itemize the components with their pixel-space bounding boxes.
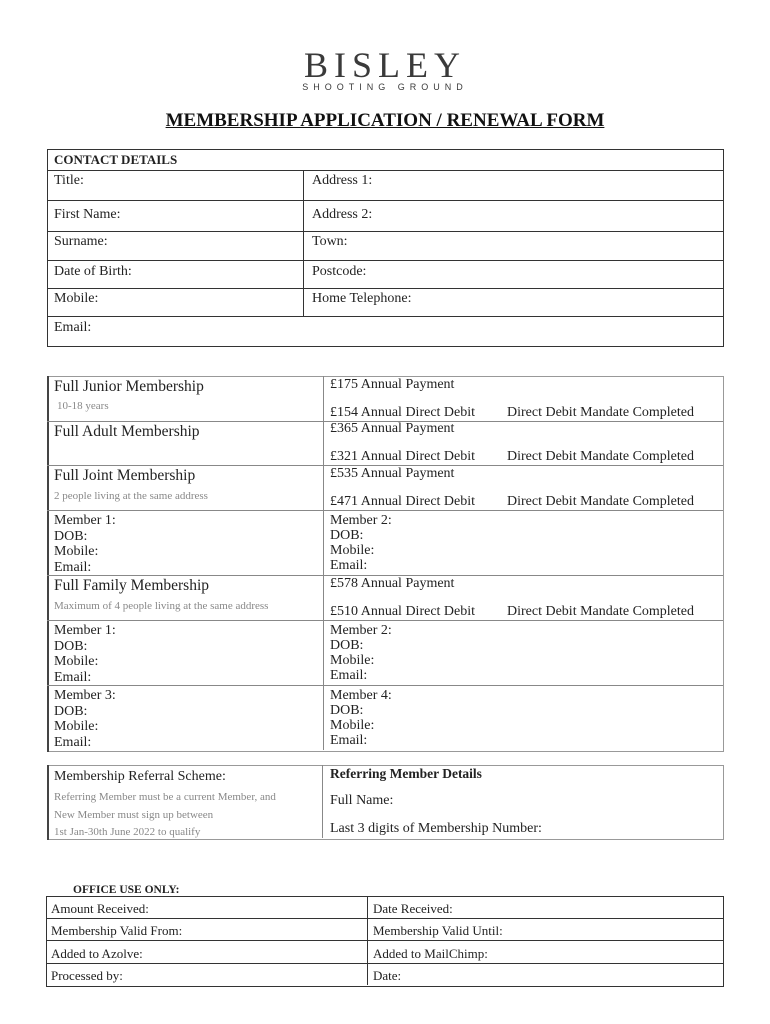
- email-label: Email:: [54, 669, 92, 685]
- joint-direct-debit[interactable]: £471 Annual Direct Debit: [330, 494, 476, 509]
- divider: [367, 896, 368, 985]
- family-member2-block[interactable]: [330, 623, 392, 683]
- divider: [47, 316, 723, 317]
- dob-label: DOB:: [330, 528, 364, 543]
- mobile-label: Mobile:: [330, 653, 375, 668]
- divider: [47, 260, 723, 261]
- amount-received-field[interactable]: Amount Received:: [51, 901, 149, 916]
- divider: [303, 170, 304, 316]
- adult-annual-payment[interactable]: £365 Annual Payment: [330, 421, 455, 436]
- first-name-field[interactable]: First Name:: [54, 207, 121, 222]
- member-label: Member 4:: [330, 688, 392, 703]
- page-title: MEMBERSHIP APPLICATION / RENEWAL FORM: [165, 110, 605, 131]
- address2-field[interactable]: Address 2:: [312, 207, 373, 222]
- mobile-field[interactable]: Mobile:: [54, 291, 99, 306]
- joint-note: 2 people living at the same address: [54, 490, 208, 502]
- divider: [47, 170, 723, 171]
- email-label: Email:: [54, 559, 92, 575]
- member-label: Member 1:: [54, 623, 116, 638]
- office-use-header: OFFICE USE ONLY:: [73, 884, 180, 896]
- family-member4-block[interactable]: [330, 688, 392, 748]
- joint-mandate[interactable]: Direct Debit Mandate Completed: [507, 494, 694, 509]
- added-to-azolve-field[interactable]: Added to Azolve:: [51, 946, 143, 961]
- mobile-label: Mobile:: [54, 719, 99, 734]
- added-to-mailchimp-field[interactable]: Added to MailChimp:: [373, 946, 488, 961]
- dob-label: DOB:: [330, 703, 364, 718]
- email-label: Email:: [330, 558, 368, 573]
- email-label: Email:: [54, 734, 92, 750]
- contact-header: CONTACT DETAILS: [54, 152, 178, 167]
- family-member3-block[interactable]: [54, 688, 116, 750]
- dob-label: DOB:: [54, 638, 88, 654]
- logo-subtitle: SHOOTING GROUND: [302, 82, 468, 92]
- junior-membership-label[interactable]: Full Junior Membership: [54, 378, 204, 395]
- family-membership-label[interactable]: Full Family Membership: [54, 577, 209, 594]
- divider: [47, 288, 723, 289]
- joint-membership-label[interactable]: Full Joint Membership: [54, 467, 196, 484]
- member-label: Member 1:: [54, 513, 116, 528]
- adult-membership-label[interactable]: Full Adult Membership: [54, 423, 200, 440]
- valid-until-field[interactable]: Membership Valid Until:: [373, 923, 503, 938]
- family-direct-debit[interactable]: £510 Annual Direct Debit: [330, 604, 476, 619]
- divider: [47, 765, 49, 840]
- email-label: Email:: [330, 733, 368, 748]
- mobile-label: Mobile:: [330, 543, 375, 558]
- date-field[interactable]: Date:: [373, 968, 402, 983]
- valid-from-field[interactable]: Membership Valid From:: [51, 923, 183, 938]
- postcode-field[interactable]: Postcode:: [312, 264, 367, 279]
- email-label: Email:: [330, 668, 368, 683]
- adult-direct-debit[interactable]: £321 Annual Direct Debit: [330, 449, 476, 464]
- divider: [46, 940, 723, 941]
- family-annual-payment[interactable]: £578 Annual Payment: [330, 576, 455, 591]
- member-label: Member 3:: [54, 688, 116, 703]
- referring-member-header: Referring Member Details: [330, 766, 482, 781]
- title-field[interactable]: Title:: [54, 173, 84, 188]
- divider: [47, 685, 723, 686]
- dob-label: DOB:: [54, 528, 88, 544]
- divider: [322, 765, 323, 838]
- home-telephone-field[interactable]: Home Telephone:: [312, 291, 412, 306]
- family-mandate[interactable]: Direct Debit Mandate Completed: [507, 604, 694, 619]
- logo: BISLEY: [304, 45, 466, 85]
- joint-member2-block[interactable]: [330, 513, 392, 573]
- joint-annual-payment[interactable]: £535 Annual Payment: [330, 466, 455, 481]
- joint-member1-block[interactable]: [54, 513, 116, 575]
- divider: [47, 510, 723, 511]
- referral-note: Referring Member must be a current Member, and: [54, 791, 276, 803]
- referral-note: 1st Jan-30th June 2022 to qualify: [54, 826, 201, 838]
- referral-label: Membership Referral Scheme:: [54, 769, 226, 784]
- divider: [46, 918, 723, 919]
- mobile-label: Mobile:: [330, 718, 375, 733]
- junior-note: 10-18 years: [57, 400, 109, 412]
- dob-field[interactable]: Date of Birth:: [54, 264, 132, 279]
- junior-direct-debit[interactable]: £154 Annual Direct Debit: [330, 405, 476, 420]
- family-member1-block[interactable]: [54, 623, 116, 685]
- member-label: Member 2:: [330, 513, 392, 528]
- divider: [46, 963, 723, 964]
- junior-mandate[interactable]: Direct Debit Mandate Completed: [507, 405, 694, 420]
- divider: [47, 200, 723, 201]
- mobile-label: Mobile:: [54, 654, 99, 669]
- member-label: Member 2:: [330, 623, 392, 638]
- contact-box: [47, 149, 724, 347]
- junior-annual-payment[interactable]: £175 Annual Payment: [330, 377, 455, 392]
- referrer-membership-digits-field[interactable]: Last 3 digits of Membership Number:: [330, 821, 542, 836]
- referrer-full-name-field[interactable]: Full Name:: [330, 793, 394, 808]
- family-note: Maximum of 4 people living at the same address: [54, 600, 269, 612]
- mobile-label: Mobile:: [54, 544, 99, 559]
- referral-note: New Member must sign up between: [54, 809, 214, 821]
- date-received-field[interactable]: Date Received:: [373, 901, 453, 916]
- divider: [323, 376, 324, 750]
- dob-label: DOB:: [54, 703, 88, 719]
- town-field[interactable]: Town:: [312, 234, 348, 249]
- address1-field[interactable]: Address 1:: [312, 173, 373, 188]
- divider: [47, 376, 49, 752]
- surname-field[interactable]: Surname:: [54, 234, 108, 249]
- dob-label: DOB:: [330, 638, 364, 653]
- processed-by-field[interactable]: Processed by:: [51, 968, 123, 983]
- adult-mandate[interactable]: Direct Debit Mandate Completed: [507, 449, 694, 464]
- divider: [47, 231, 723, 232]
- divider: [47, 620, 723, 621]
- email-field[interactable]: Email:: [54, 320, 92, 335]
